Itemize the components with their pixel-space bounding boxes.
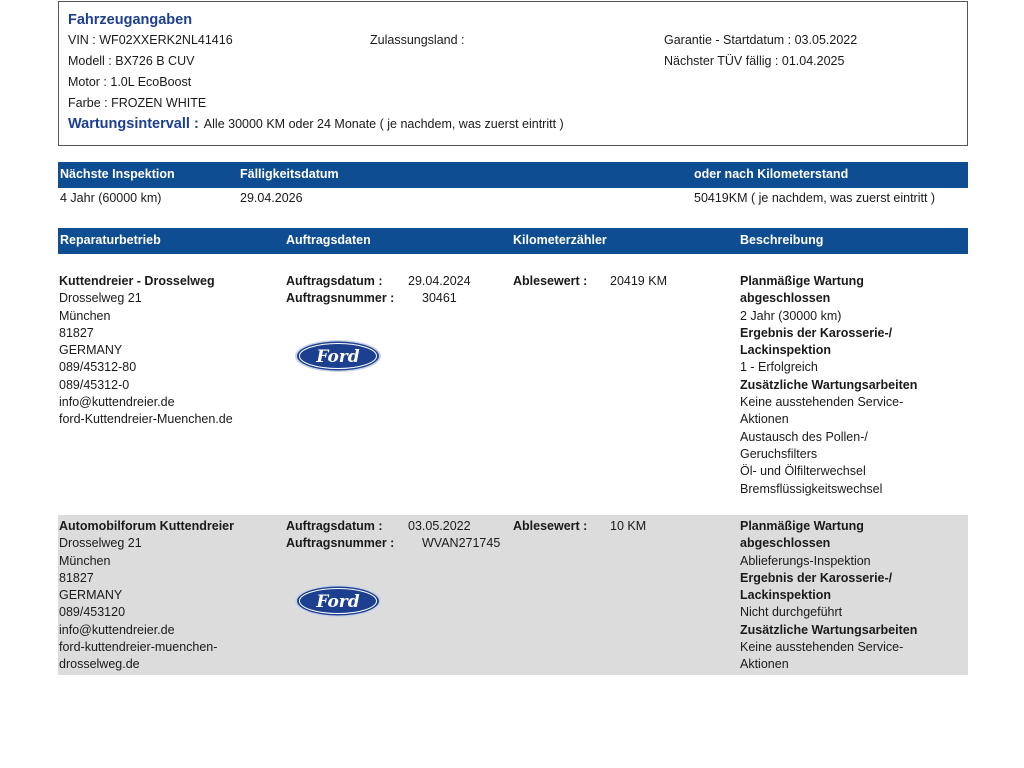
header-order-data: Auftragsdaten <box>286 233 371 247</box>
order-details <box>286 518 500 553</box>
workshop-address-line: München <box>59 308 111 323</box>
ford-logo-text: Ford <box>316 347 360 367</box>
description-line: Ablieferungs-Inspektion <box>740 553 871 568</box>
description-line: Bremsflüssigkeitswechsel <box>740 481 883 496</box>
workshop-details <box>59 273 233 429</box>
warranty-start: Garantie - Startdatum : 03.05.2022 <box>664 33 858 47</box>
order-date-value: 29.04.2024 <box>408 274 471 288</box>
odometer-value: 10 KM <box>610 519 647 533</box>
order-date-value: 03.05.2022 <box>408 519 471 533</box>
ford-logo <box>294 584 382 618</box>
description-heading: Ergebnis der Karosserie-/ <box>740 570 893 585</box>
description-heading: Lackinspektion <box>740 588 831 603</box>
workshop-name: Kuttendreier - Drosselweg <box>59 274 215 288</box>
workshop-address-line: 089/453120 <box>59 605 126 620</box>
service-interval-value: Alle 30000 KM oder 24 Monate ( je nachdem, was zuerst eintritt ) <box>203 117 564 131</box>
vin: VIN : WF02XXERK2NL41416 <box>68 33 233 47</box>
order-date <box>286 273 471 290</box>
order-number-value: 30461 <box>422 291 457 306</box>
odometer-label: Ablesewert : <box>513 274 588 288</box>
order-number-label: Auftragsnummer : <box>286 536 395 551</box>
odometer-details <box>513 518 646 535</box>
due-date-value: 29.04.2026 <box>240 191 303 205</box>
description-heading: Lackinspektion <box>740 343 831 358</box>
description-heading: Planmäßige Wartung <box>740 274 864 288</box>
workshop-address-line: ford-Kuttendreier-Muenchen.de <box>59 412 233 427</box>
odometer-label: Ablesewert : <box>513 519 588 533</box>
header-next-inspection: Nächste Inspektion <box>60 167 175 181</box>
description-line: Aktionen <box>740 412 789 427</box>
description-line: Nicht durchgeführt <box>740 605 843 620</box>
order-date-label: Auftragsdatum : <box>286 274 383 288</box>
order-details <box>286 273 471 308</box>
description-heading: abgeschlossen <box>740 536 831 551</box>
service-description <box>740 518 917 674</box>
ford-logo-text: Ford <box>316 592 360 612</box>
service-record <box>58 515 968 675</box>
workshop-address-line: GERMANY <box>59 588 123 603</box>
order-number-label: Auftragsnummer : <box>286 291 395 306</box>
workshop-name: Automobilforum Kuttendreier <box>59 519 234 533</box>
header-odometer: Kilometerzähler <box>513 233 607 247</box>
order-number <box>286 535 500 552</box>
engine: Motor : 1.0L EcoBoost <box>68 75 192 89</box>
header-mileage: oder nach Kilometerstand <box>694 167 849 181</box>
order-number-value: WVAN271745 <box>422 536 501 551</box>
description-line: Aktionen <box>740 657 789 672</box>
history-header <box>58 228 968 254</box>
description-line: Geruchsfilters <box>740 446 818 461</box>
registration-country: Zulassungsland : <box>370 33 465 47</box>
workshop-address-line: München <box>59 553 111 568</box>
vehicle-info-title: Fahrzeugangaben <box>68 12 193 28</box>
header-due-date: Fälligkeitsdatum <box>240 167 339 181</box>
service-description <box>740 273 917 498</box>
ford-logo <box>294 339 382 373</box>
workshop-address-line: drosselweg.de <box>59 657 140 672</box>
odometer-value: 20419 KM <box>610 274 667 288</box>
header-workshop: Reparaturbetrieb <box>60 233 161 247</box>
next-inspection-value: 4 Jahr (60000 km) <box>60 191 162 205</box>
vehicle-info-box <box>58 1 968 146</box>
workshop-address-line: ford-kuttendreier-muenchen- <box>59 640 218 655</box>
workshop-address-line: GERMANY <box>59 343 123 358</box>
order-date-label: Auftragsdatum : <box>286 519 383 533</box>
next-tuev: Nächster TÜV fällig : 01.04.2025 <box>664 54 845 68</box>
description-heading: Zusätzliche Wartungsarbeiten <box>740 377 918 392</box>
description-line: Keine ausstehenden Service- <box>740 395 904 410</box>
mileage-value: 50419KM ( je nachdem, was zuerst eintritt ) <box>694 191 936 205</box>
header-description: Beschreibung <box>740 233 824 247</box>
workshop-details <box>59 518 234 674</box>
description-heading: Ergebnis der Karosserie-/ <box>740 325 893 340</box>
service-interval-label: Wartungsintervall : <box>68 116 199 132</box>
odometer-details <box>513 273 667 290</box>
description-heading: Planmäßige Wartung <box>740 519 864 533</box>
workshop-address-line: 81827 <box>59 325 94 340</box>
service-record <box>58 273 968 503</box>
description-line: 2 Jahr (30000 km) <box>740 308 842 323</box>
workshop-address-line: Drosselweg 21 <box>59 536 142 551</box>
description-heading: Zusätzliche Wartungsarbeiten <box>740 622 918 637</box>
description-line: 1 - Erfolgreich <box>740 360 818 375</box>
description-line: Öl- und Ölfilterwechsel <box>740 464 866 479</box>
description-line: Austausch des Pollen-/ <box>740 429 868 444</box>
service-interval <box>68 116 564 132</box>
order-number <box>286 290 471 307</box>
workshop-address-line: info@kuttendreier.de <box>59 395 175 410</box>
description-heading: abgeschlossen <box>740 291 831 306</box>
workshop-address-line: Drosselweg 21 <box>59 291 142 306</box>
workshop-address-line: 089/45312-0 <box>59 377 130 392</box>
description-line: Keine ausstehenden Service- <box>740 640 904 655</box>
odometer-reading <box>513 273 667 290</box>
next-inspection-header <box>58 162 968 188</box>
order-date <box>286 518 500 535</box>
workshop-address-line: 81827 <box>59 570 94 585</box>
model: Modell : BX726 B CUV <box>68 54 195 68</box>
workshop-address-line: info@kuttendreier.de <box>59 622 175 637</box>
odometer-reading <box>513 518 646 535</box>
color: Farbe : FROZEN WHITE <box>68 96 207 110</box>
workshop-address-line: 089/45312-80 <box>59 360 137 375</box>
